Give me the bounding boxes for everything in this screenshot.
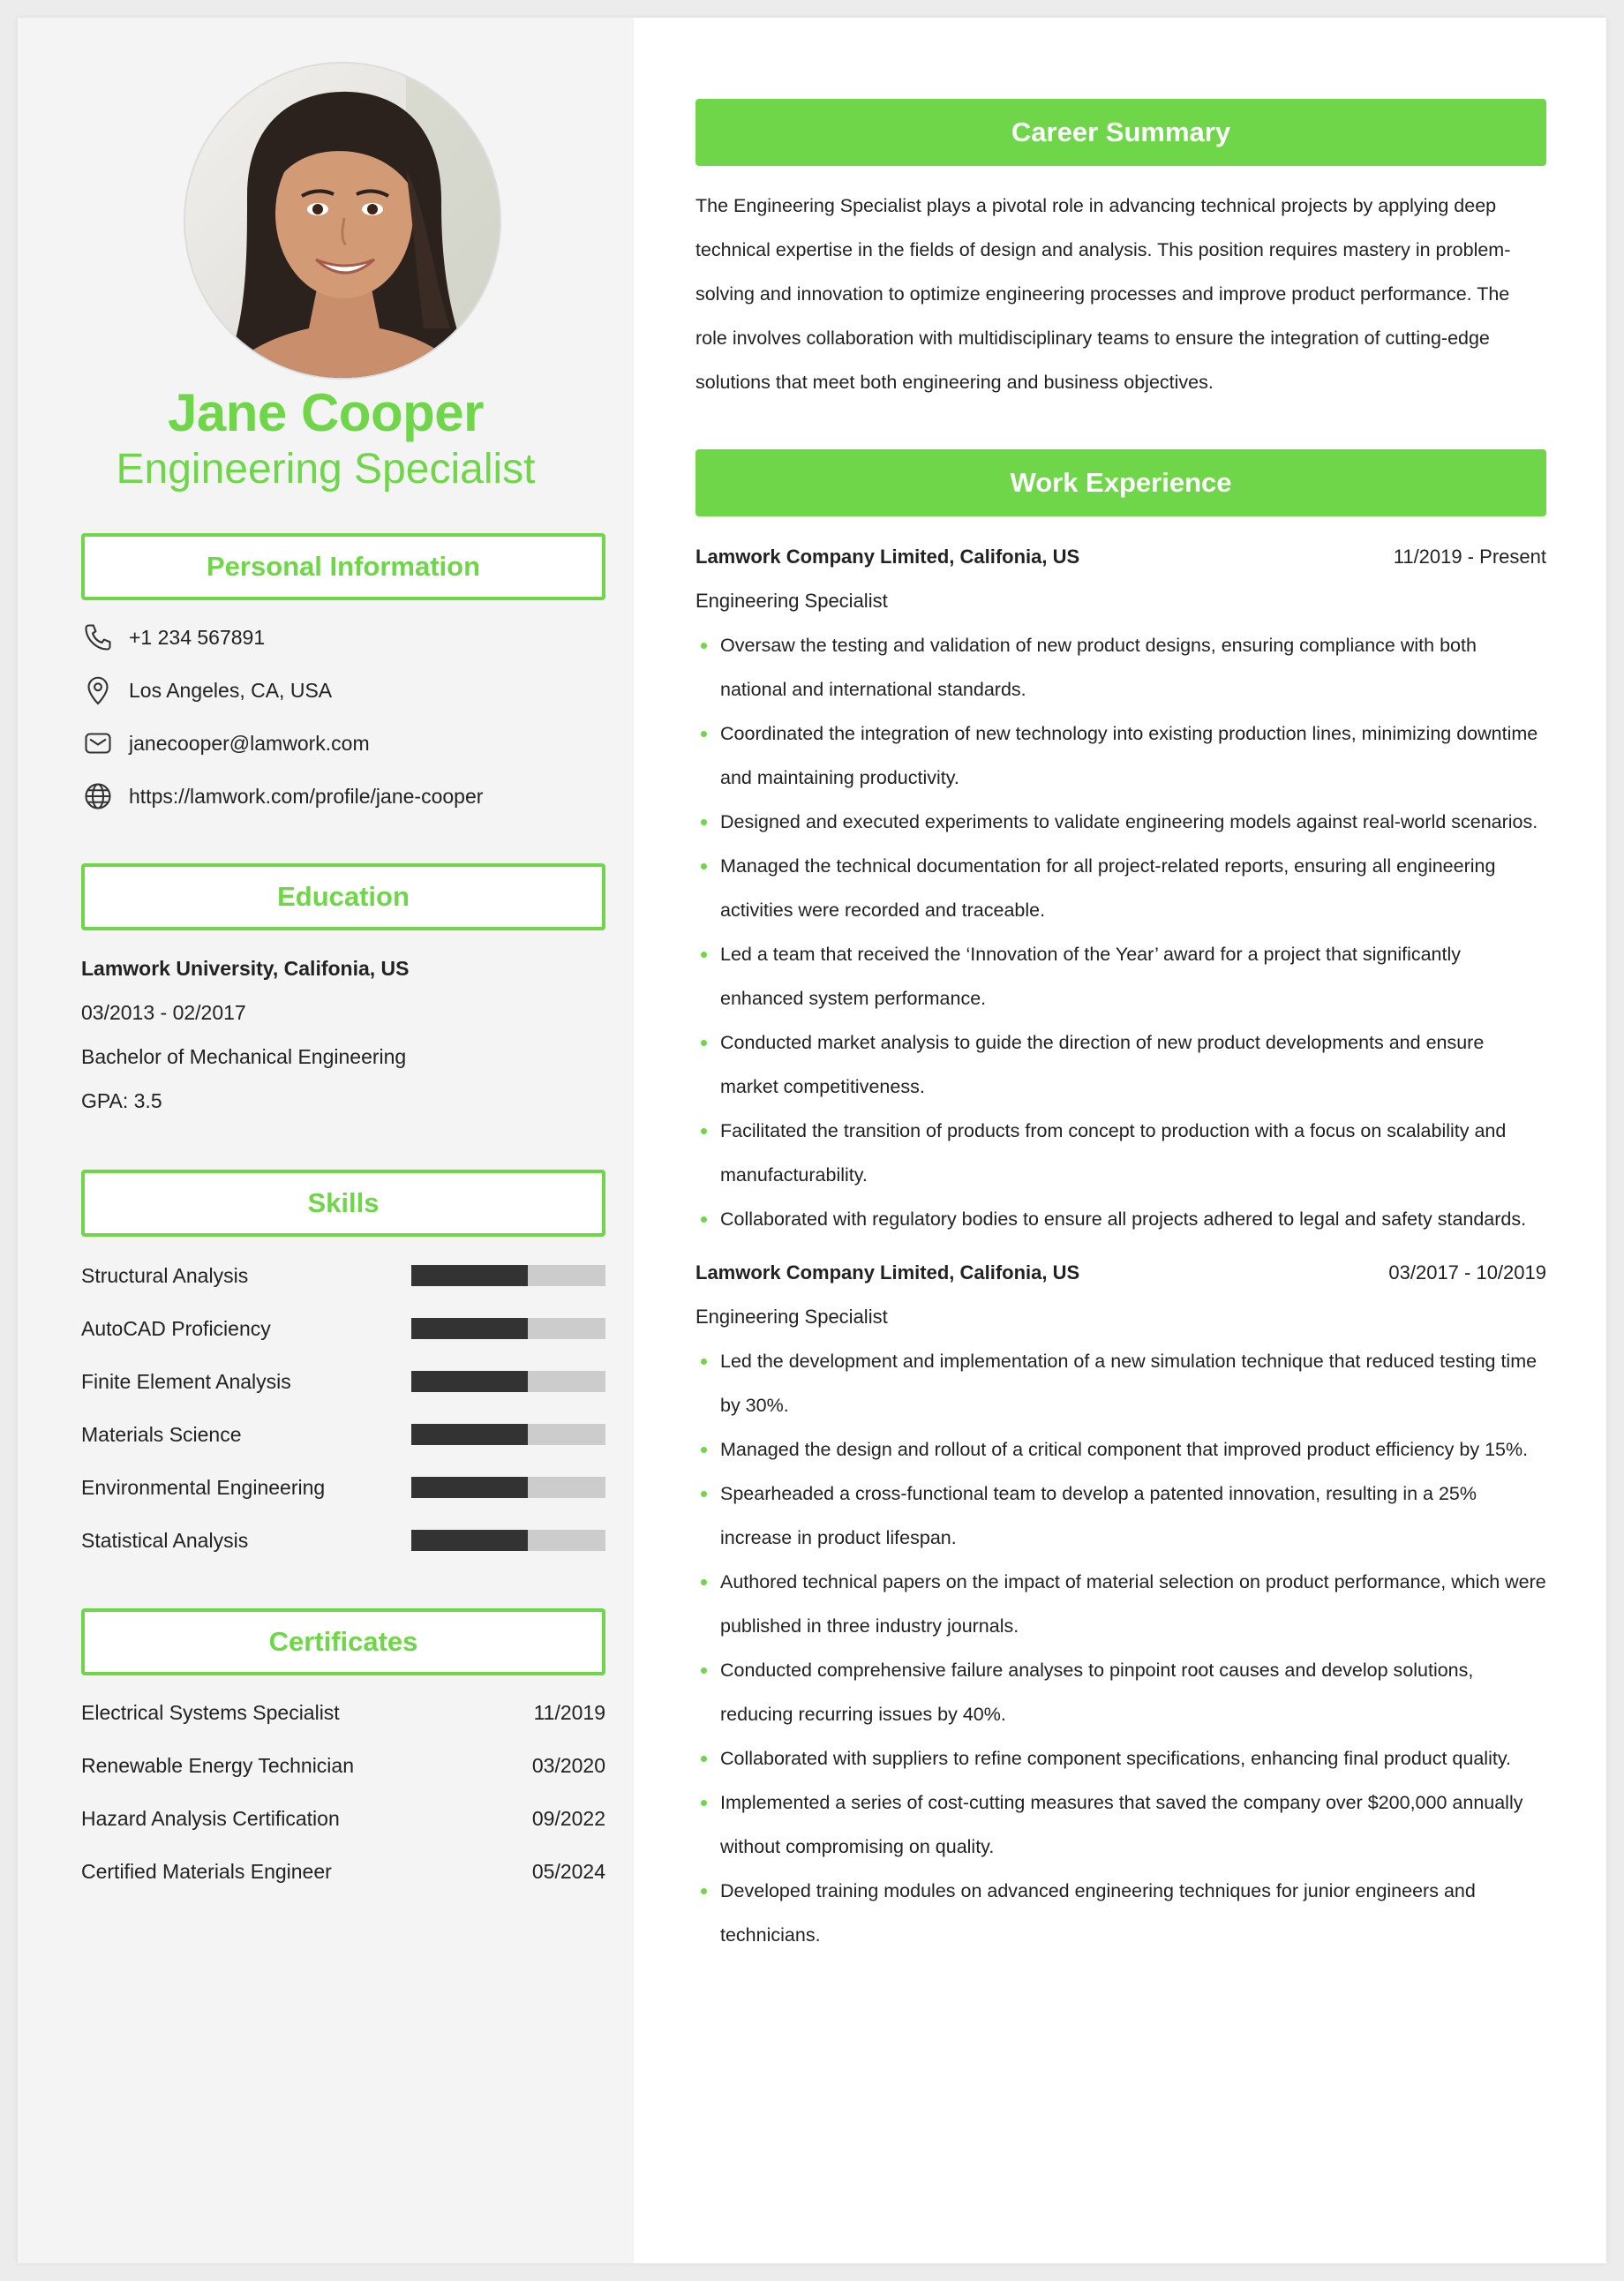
job-bullet: Collaborated with regulatory bodies to ensure all projects adhered to legal and safety standards. xyxy=(695,1197,1546,1241)
skill-level-fill xyxy=(411,1265,528,1286)
skill-level-fill xyxy=(411,1530,528,1551)
job-bullet: Designed and executed experiments to validate engineering models against real-world scenarios. xyxy=(695,800,1546,844)
skill-row xyxy=(81,1461,605,1514)
contact-phone-text: +1 234 567891 xyxy=(129,625,266,649)
certificates-section xyxy=(81,1608,605,1898)
skill-row xyxy=(81,1249,605,1302)
contact-phone xyxy=(81,611,605,664)
job-bullet: Coordinated the integration of new technology into existing production lines, minimizing downtime and maintaining productivity. xyxy=(695,711,1546,800)
job-bullet: Led the development and implementation of a new simulation technique that reduced testing time by 30%. xyxy=(695,1339,1546,1427)
education-dates: 03/2013 - 02/2017 xyxy=(81,1001,246,1024)
career-summary-heading: Career Summary xyxy=(695,99,1546,166)
certificate-row xyxy=(81,1845,605,1898)
skills-section xyxy=(81,1170,605,1567)
job-bullet: Managed the design and rollout of a critical component that improved product efficiency by 15%. xyxy=(695,1427,1546,1472)
job-bullet: Developed training modules on advanced engineering techniques for junior engineers and technicians. xyxy=(695,1869,1546,1957)
certificate-date: 11/2019 xyxy=(533,1700,605,1724)
job-bullet: Led a team that received the ‘Innovation of the Year’ award for a project that significantly enhanced system performance. xyxy=(695,932,1546,1020)
education-section xyxy=(81,863,605,1123)
skill-level-fill xyxy=(411,1371,528,1392)
skill-level-fill xyxy=(411,1424,528,1445)
job-entry xyxy=(695,535,1546,1241)
skill-row xyxy=(81,1355,605,1408)
job-role: Engineering Specialist xyxy=(695,1306,888,1328)
job-bullet: Authored technical papers on the impact of material selection on product performance, which were published in three industry journals. xyxy=(695,1560,1546,1648)
contact-website xyxy=(81,770,605,823)
resume-page xyxy=(18,18,1606,2263)
job-bullet: Collaborated with suppliers to refine component specifications, enhancing final product quality. xyxy=(695,1736,1546,1780)
skill-name: AutoCAD Proficiency xyxy=(81,1316,271,1340)
sidebar xyxy=(18,18,634,2263)
phone-icon xyxy=(81,621,115,654)
job-bullet: Conducted market analysis to guide the direction of new product developments and ensure market competitiveness. xyxy=(695,1020,1546,1109)
job-bullet: Implemented a series of cost-cutting measures that saved the company over $200,000 annually without compromising on quality. xyxy=(695,1780,1546,1869)
career-summary-text: The Engineering Specialist plays a pivotal role in advancing technical projects by applying deep technical expertise in the fields of design and analysis. This position requires mastery in problem-solving and innovation to optimize engineering processes and improve product performance. The role involves collaboration with multidisciplinary teams to ensure the integration of cutting-edge solutions that meet both engineering and business objectives. xyxy=(695,195,1511,393)
personal-info-section xyxy=(81,533,605,823)
job-bullet: Oversaw the testing and validation of new product designs, ensuring compliance with both national and international standards. xyxy=(695,623,1546,711)
skill-row xyxy=(81,1408,605,1461)
job-role: Engineering Specialist xyxy=(695,590,888,612)
skill-name: Finite Element Analysis xyxy=(81,1369,291,1393)
job-header xyxy=(695,1251,1546,1295)
contact-location-text: Los Angeles, CA, USA xyxy=(129,678,333,702)
certificate-name: Certified Materials Engineer xyxy=(81,1859,332,1883)
certificate-date: 09/2022 xyxy=(531,1806,605,1830)
certificate-row xyxy=(81,1792,605,1845)
job-bullets xyxy=(695,623,1546,1241)
certificate-row xyxy=(81,1686,605,1739)
skill-level-bar xyxy=(411,1424,605,1445)
skill-name: Statistical Analysis xyxy=(81,1528,249,1552)
certificate-name: Electrical Systems Specialist xyxy=(81,1700,340,1724)
skill-row xyxy=(81,1514,605,1567)
job-dates: 03/2017 - 10/2019 xyxy=(1388,1261,1546,1284)
profile-photo xyxy=(185,64,500,378)
job-header xyxy=(695,535,1546,579)
candidate-name: Jane Cooper xyxy=(168,383,484,442)
skill-level-bar xyxy=(411,1371,605,1392)
skill-level-bar xyxy=(411,1265,605,1286)
education-degree: Bachelor of Mechanical Engineering xyxy=(81,1045,407,1068)
certificate-date: 03/2020 xyxy=(531,1753,605,1777)
skill-level-bar xyxy=(411,1318,605,1339)
certificates-heading: Certificates xyxy=(81,1608,605,1675)
job-bullets xyxy=(695,1339,1546,1957)
education-gpa: GPA: 3.5 xyxy=(81,1089,162,1112)
skill-name: Structural Analysis xyxy=(81,1263,249,1287)
education-heading: Education xyxy=(81,863,605,930)
skill-level-fill xyxy=(411,1477,528,1498)
skill-level-fill xyxy=(411,1318,528,1339)
certificate-name: Renewable Energy Technician xyxy=(81,1753,354,1777)
skill-name: Materials Science xyxy=(81,1422,242,1446)
skill-level-bar xyxy=(411,1477,605,1498)
job-bullet: Conducted comprehensive failure analyses to pinpoint root causes and develop solutions, reducing recurring issues by 40%. xyxy=(695,1648,1546,1736)
skill-row xyxy=(81,1302,605,1355)
education-school: Lamwork University, Califonia, US xyxy=(81,957,410,980)
certificate-date: 05/2024 xyxy=(531,1859,605,1883)
job-company: Lamwork Company Limited, Califonia, US xyxy=(695,546,1080,568)
contact-email-text[interactable]: janecooper@lamwork.com xyxy=(129,731,370,755)
mail-icon xyxy=(81,726,115,760)
job-bullet: Facilitated the transition of products from concept to production with a focus on scalability and manufacturability. xyxy=(695,1109,1546,1197)
contact-website-text[interactable]: https://lamwork.com/profile/jane-cooper xyxy=(129,784,484,808)
job-dates: 11/2019 - Present xyxy=(1393,546,1546,568)
contact-email xyxy=(81,717,605,770)
skill-level-bar xyxy=(411,1530,605,1551)
contact-location xyxy=(81,664,605,717)
certificate-row xyxy=(81,1739,605,1792)
main-content xyxy=(634,18,1606,2263)
candidate-title: Engineering Specialist xyxy=(116,446,536,493)
work-experience-heading: Work Experience xyxy=(695,449,1546,516)
job-bullet: Managed the technical documentation for all project-related reports, ensuring all engineering activities were recorded and traceable. xyxy=(695,844,1546,932)
job-bullet: Spearheaded a cross-functional team to develop a patented innovation, resulting in a 25% increase in product lifespan. xyxy=(695,1472,1546,1560)
skill-name: Environmental Engineering xyxy=(81,1475,326,1499)
job-company: Lamwork Company Limited, Califonia, US xyxy=(695,1261,1080,1284)
globe-icon xyxy=(81,779,115,813)
personal-info-heading: Personal Information xyxy=(81,533,605,600)
job-entry xyxy=(695,1251,1546,1957)
skills-heading: Skills xyxy=(81,1170,605,1237)
location-pin-icon xyxy=(81,674,115,707)
certificate-name: Hazard Analysis Certification xyxy=(81,1806,340,1830)
